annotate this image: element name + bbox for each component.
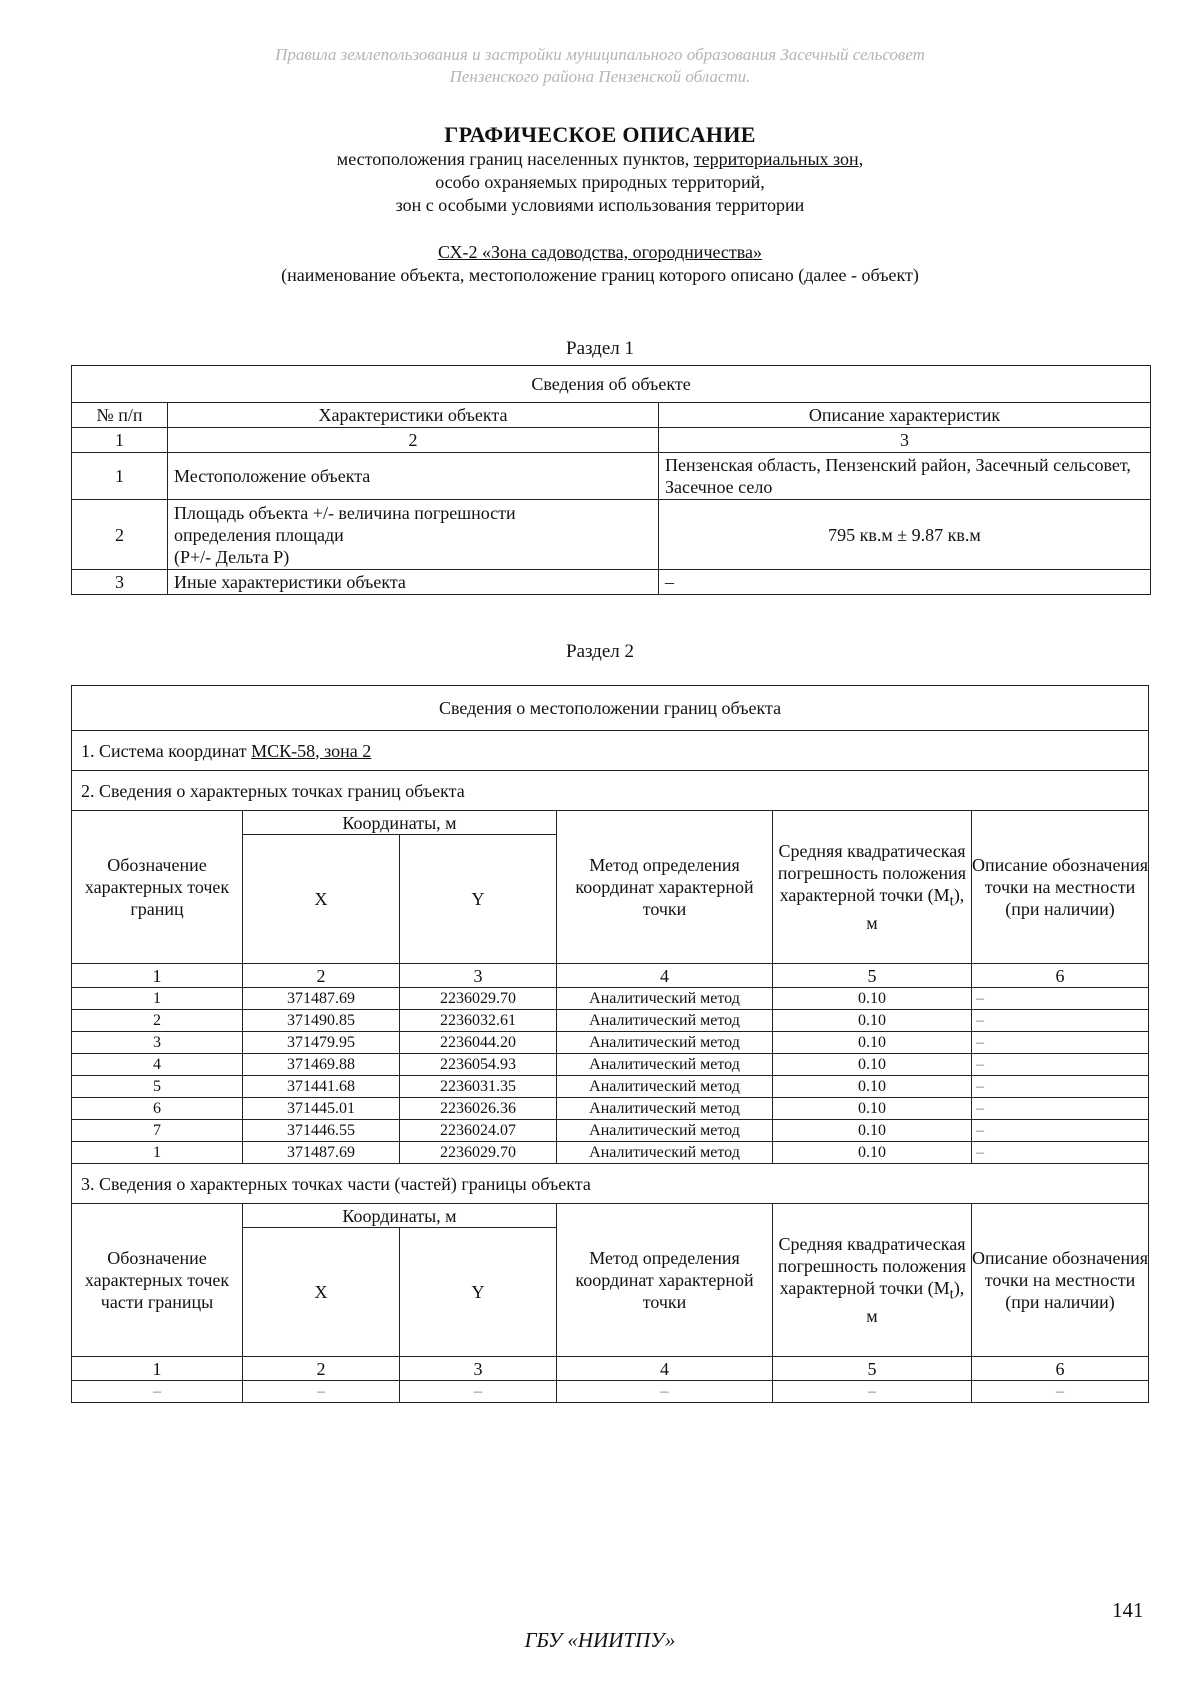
header-characteristic: Характеристики объекта — [168, 403, 659, 428]
point-method: Аналитический метод — [557, 1032, 773, 1054]
col-num-1: 1 — [72, 964, 243, 988]
header-point-desc: Описание обозначения точки на местности (при наличии) — [972, 1204, 1149, 1357]
subtitle-underlined: территориальных зон — [693, 149, 859, 169]
subtitle-line-1 — [0, 148, 1200, 171]
header-method: Метод определения координат характерной точки — [557, 1204, 773, 1357]
point-x: 371441.68 — [243, 1076, 400, 1098]
part-cell: – — [557, 1381, 773, 1403]
point-mt: 0.10 — [773, 1098, 972, 1120]
point-y: 2236044.20 — [400, 1032, 557, 1054]
col-num-2: 2 — [243, 964, 400, 988]
point-mt: 0.10 — [773, 1142, 972, 1164]
table-row — [72, 1381, 1149, 1403]
row-num: 2 — [72, 500, 168, 570]
point-id: 1 — [72, 1142, 243, 1164]
col-num-3: 3 — [400, 1357, 557, 1381]
points-section-title: 2. Сведения о характерных точках границ объекта — [72, 771, 1149, 811]
part-cell: – — [243, 1381, 400, 1403]
row-name-line: (Р+/- Дельта Р) — [174, 546, 290, 567]
col-num-5: 5 — [773, 1357, 972, 1381]
point-desc: – — [972, 1076, 1149, 1098]
header-y: Y — [400, 835, 557, 964]
table-row — [72, 1098, 1149, 1120]
point-desc: – — [972, 1010, 1149, 1032]
table-row — [72, 1142, 1149, 1164]
point-method: Аналитический метод — [557, 1010, 773, 1032]
part-cell: – — [72, 1381, 243, 1403]
header-error-unit: ), м — [866, 1277, 965, 1327]
col-num-4: 4 — [557, 1357, 773, 1381]
section-2-title: Раздел 2 — [566, 641, 634, 662]
point-id: 1 — [72, 988, 243, 1010]
col-num-3: 3 — [400, 964, 557, 988]
header-line-2: Пензенского района Пензенской области. — [449, 67, 751, 86]
header-error-unit: ), м — [866, 884, 965, 934]
point-x: 371445.01 — [243, 1098, 400, 1120]
point-x: 371469.88 — [243, 1054, 400, 1076]
point-id: 2 — [72, 1010, 243, 1032]
point-desc: – — [972, 1120, 1149, 1142]
table-row — [72, 988, 1149, 1010]
header-error-text: Средняя квадратическая погрешность положения характерной точки (M — [777, 840, 967, 905]
point-y: 2236026.36 — [400, 1098, 557, 1120]
table-row — [72, 1054, 1149, 1076]
section-1-title: Раздел 1 — [566, 338, 634, 359]
point-method: Аналитический метод — [557, 1120, 773, 1142]
point-mt: 0.10 — [773, 1010, 972, 1032]
part-cell: – — [400, 1381, 557, 1403]
col-num-3: 3 — [659, 428, 1151, 453]
col-num-5: 5 — [773, 964, 972, 988]
point-id: 3 — [72, 1032, 243, 1054]
point-method: Аналитический метод — [557, 1076, 773, 1098]
col-num-1: 1 — [72, 428, 168, 453]
col-num-6: 6 — [972, 964, 1149, 988]
coordinate-system-label: 1. Система координат — [81, 740, 252, 761]
header-method: Метод определения координат характерной точки — [557, 811, 773, 964]
table-row — [72, 570, 1151, 595]
point-method: Аналитический метод — [557, 1054, 773, 1076]
row-desc: 795 кв.м ± 9.87 кв.м — [659, 500, 1151, 570]
subtitle-line-3: зон с особыми условиями использования территории — [395, 195, 805, 215]
col-num-1: 1 — [72, 1357, 243, 1381]
coordinate-system — [72, 731, 1149, 771]
subtitle-comma: , — [858, 149, 864, 169]
part-cell: – — [972, 1381, 1149, 1403]
row-name — [168, 500, 659, 570]
table-row — [72, 1010, 1149, 1032]
point-desc: – — [972, 1142, 1149, 1164]
point-id: 7 — [72, 1120, 243, 1142]
header-y: Y — [400, 1228, 557, 1357]
row-num: 3 — [72, 570, 168, 595]
point-x: 371490.85 — [243, 1010, 400, 1032]
row-name-line: Площадь объекта +/- величина погрешности — [174, 502, 516, 523]
table-row — [72, 1032, 1149, 1054]
point-y: 2236029.70 — [400, 988, 557, 1010]
point-mt: 0.10 — [773, 1054, 972, 1076]
header-num: № п/п — [72, 403, 168, 428]
point-method: Аналитический метод — [557, 1098, 773, 1120]
col-num-6: 6 — [972, 1357, 1149, 1381]
row-name-line: определения площади — [174, 524, 344, 545]
boundary-table-title: Сведения о местоположении границ объекта — [72, 686, 1149, 731]
row-name: Иные характеристики объекта — [168, 570, 659, 595]
point-y: 2236031.35 — [400, 1076, 557, 1098]
document-title: ГРАФИЧЕСКОЕ ОПИСАНИЕ — [444, 122, 756, 147]
table-row — [72, 453, 1151, 500]
point-desc: – — [972, 1054, 1149, 1076]
header-error-sub: t — [949, 1286, 954, 1303]
point-desc: – — [972, 1098, 1149, 1120]
header-x: X — [243, 835, 400, 964]
header-point: Обозначение характерных точек границ — [72, 811, 243, 964]
point-id: 5 — [72, 1076, 243, 1098]
point-id: 4 — [72, 1054, 243, 1076]
object-info-table — [71, 365, 1151, 595]
point-x: 371446.55 — [243, 1120, 400, 1142]
header-coords: Координаты, м — [243, 811, 557, 835]
page-header — [0, 44, 1200, 88]
header-error — [773, 1204, 972, 1357]
object-note: (наименование объекта, местоположение границ которого описано (далее - объект) — [281, 265, 919, 285]
point-x: 371487.69 — [243, 1142, 400, 1164]
row-desc: Пензенская область, Пензенский район, Засечный сельсовет, Засечное село — [659, 453, 1151, 500]
point-method: Аналитический метод — [557, 1142, 773, 1164]
point-y: 2236029.70 — [400, 1142, 557, 1164]
table-row — [72, 1120, 1149, 1142]
point-mt: 0.10 — [773, 1076, 972, 1098]
document-subtitle — [0, 148, 1200, 217]
col-num-2: 2 — [243, 1357, 400, 1381]
point-mt: 0.10 — [773, 1120, 972, 1142]
row-desc: – — [659, 570, 1151, 595]
row-num: 1 — [72, 453, 168, 500]
point-desc: – — [972, 988, 1149, 1010]
point-y: 2236024.07 — [400, 1120, 557, 1142]
header-point-part: Обозначение характерных точек части границы — [72, 1204, 243, 1357]
page-number: 141 — [1112, 1598, 1144, 1622]
header-line-1: Правила землепользования и застройки муниципального образования Засечный сельсовет — [275, 45, 925, 64]
object-info-title: Сведения об объекте — [72, 366, 1151, 403]
row-name: Местоположение объекта — [168, 453, 659, 500]
header-x: X — [243, 1228, 400, 1357]
header-error-sub: t — [949, 893, 954, 910]
point-x: 371487.69 — [243, 988, 400, 1010]
table-row — [72, 500, 1151, 570]
col-num-4: 4 — [557, 964, 773, 988]
header-error — [773, 811, 972, 964]
header-description: Описание характеристик — [659, 403, 1151, 428]
coordinate-system-value: МСК-58, зона 2 — [251, 740, 372, 761]
header-error-text: Средняя квадратическая погрешность положения характерной точки (M — [777, 1233, 967, 1298]
header-point-desc: Описание обозначения точки на местности (при наличии) — [972, 811, 1149, 964]
point-desc: – — [972, 1032, 1149, 1054]
boundary-table — [71, 685, 1149, 1403]
point-y: 2236054.93 — [400, 1054, 557, 1076]
point-mt: 0.10 — [773, 1032, 972, 1054]
subtitle-text: местоположения границ населенных пунктов, — [336, 149, 694, 169]
subtitle-line-2: особо охраняемых природных территорий, — [435, 172, 765, 192]
point-id: 6 — [72, 1098, 243, 1120]
col-num-2: 2 — [168, 428, 659, 453]
point-y: 2236032.61 — [400, 1010, 557, 1032]
parts-section-title: 3. Сведения о характерных точках части (частей) границы объекта — [72, 1164, 1149, 1204]
object-name: СХ-2 «Зона садоводства, огородничества» — [437, 242, 763, 262]
header-coords: Координаты, м — [243, 1204, 557, 1228]
part-cell: – — [773, 1381, 972, 1403]
table-row — [72, 1076, 1149, 1098]
point-x: 371479.95 — [243, 1032, 400, 1054]
point-method: Аналитический метод — [557, 988, 773, 1010]
page-footer: ГБУ «НИИТПУ» — [524, 1628, 676, 1652]
point-mt: 0.10 — [773, 988, 972, 1010]
